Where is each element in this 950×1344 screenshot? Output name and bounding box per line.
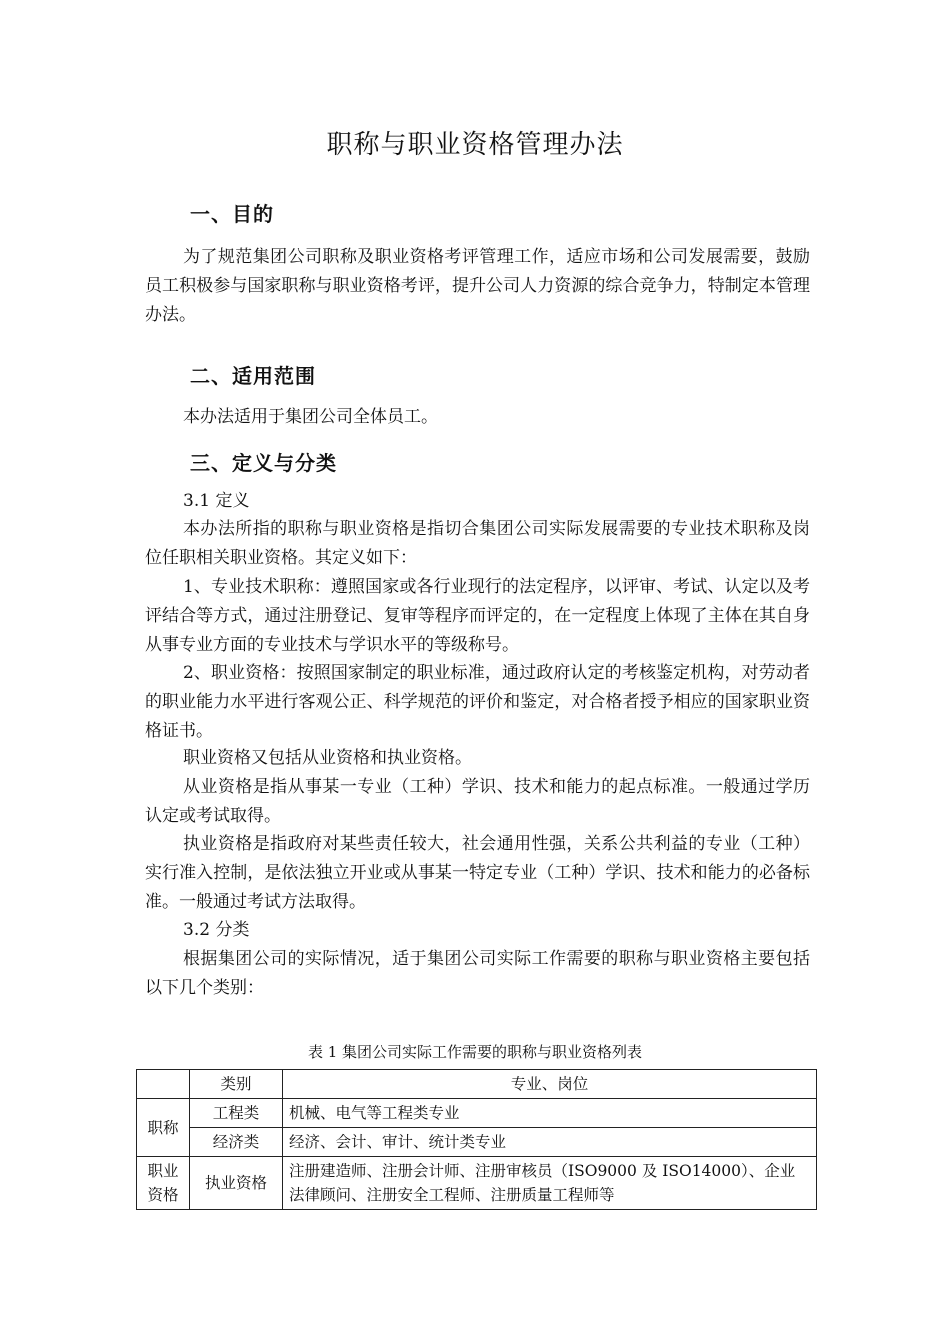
section-heading-scope: 二、适用范围 [190,364,316,388]
purpose-paragraph: 为了规范集团公司职称及职业资格考评管理工作，适应市场和公司发展需要，鼓励员工积极参与国家职称与职业资格考评，提升公司人力资源的综合竞争力，特制定本管理办法。 [145,247,810,325]
table-row [137,1128,817,1157]
header-blank-cell [137,1070,190,1099]
table-row [137,1099,817,1128]
section-heading-definition: 三、定义与分类 [190,451,337,475]
header-detail-cell: 专业、岗位 [283,1070,817,1099]
qualification-definition-paragraph: 2、职业资格：按照国家制定的职业标准，通过政府认定的考核鉴定机构，对劳动者的职业能力水平进行客观公正、科学规范的评价和鉴定，对合格者授予相应的国家职业资格证书。 [145,663,810,741]
qualification-table [136,1069,817,1210]
detail-cell: 注册建造师、注册会计师、注册审核员（ISO9000 及 ISO14000）、企业法律顾问、注册安全工程师、注册质量工程师等 [283,1157,817,1210]
table-caption: 表 1 集团公司实际工作需要的职称与职业资格列表 [307,1043,643,1061]
group-qualification-cell: 职业 资格 [137,1157,190,1210]
category-cell: 经济类 [190,1128,283,1157]
table-row [137,1157,817,1210]
group-title-cell: 职称 [137,1099,190,1157]
subsection-classification: 3.2 分类 [183,920,250,940]
classification-paragraph: 根据集团公司的实际情况，适于集团公司实际工作需要的职称与职业资格主要包括以下几个类别： [145,949,810,998]
header-category-cell: 类别 [190,1070,283,1099]
scope-paragraph: 本办法适用于集团公司全体员工。 [183,407,438,427]
category-cell: 执业资格 [190,1157,283,1210]
category-cell: 工程类 [190,1099,283,1128]
document-title: 职称与职业资格管理办法 [326,130,624,160]
qualification-types-paragraph: 职业资格又包括从业资格和执业资格。 [183,748,472,768]
detail-cell: 机械、电气等工程类专业 [283,1099,817,1128]
detail-cell: 经济、会计、审计、统计类专业 [283,1128,817,1157]
practice-qualification-paragraph: 从业资格是指从事某一专业（工种）学识、技术和能力的起点标准。一般通过学历认定或考试取得。 [145,777,810,826]
table-header-row [137,1070,817,1099]
subsection-definition: 3.1 定义 [183,491,250,511]
section-heading-purpose: 一、目的 [190,202,274,226]
licensed-qualification-paragraph: 执业资格是指政府对某些责任较大，社会通用性强，关系公共利益的专业（工种）实行准入控制，是依法独立开业或从事某一特定专业（工种）学识、技术和能力的必备标准。一般通过考试方法取得。 [145,834,810,912]
definition-paragraph: 本办法所指的职称与职业资格是指切合集团公司实际发展需要的专业技术职称及岗位任职相关职业资格。其定义如下： [145,519,810,568]
title-definition-paragraph: 1、专业技术职称：遵照国家或各行业现行的法定程序，以评审、考试、认定以及考评结合等方式，通过注册登记、复审等程序而评定的，在一定程度上体现了主体在其自身从事专业方面的专业技术与学识水平的等级称号。 [145,577,810,655]
